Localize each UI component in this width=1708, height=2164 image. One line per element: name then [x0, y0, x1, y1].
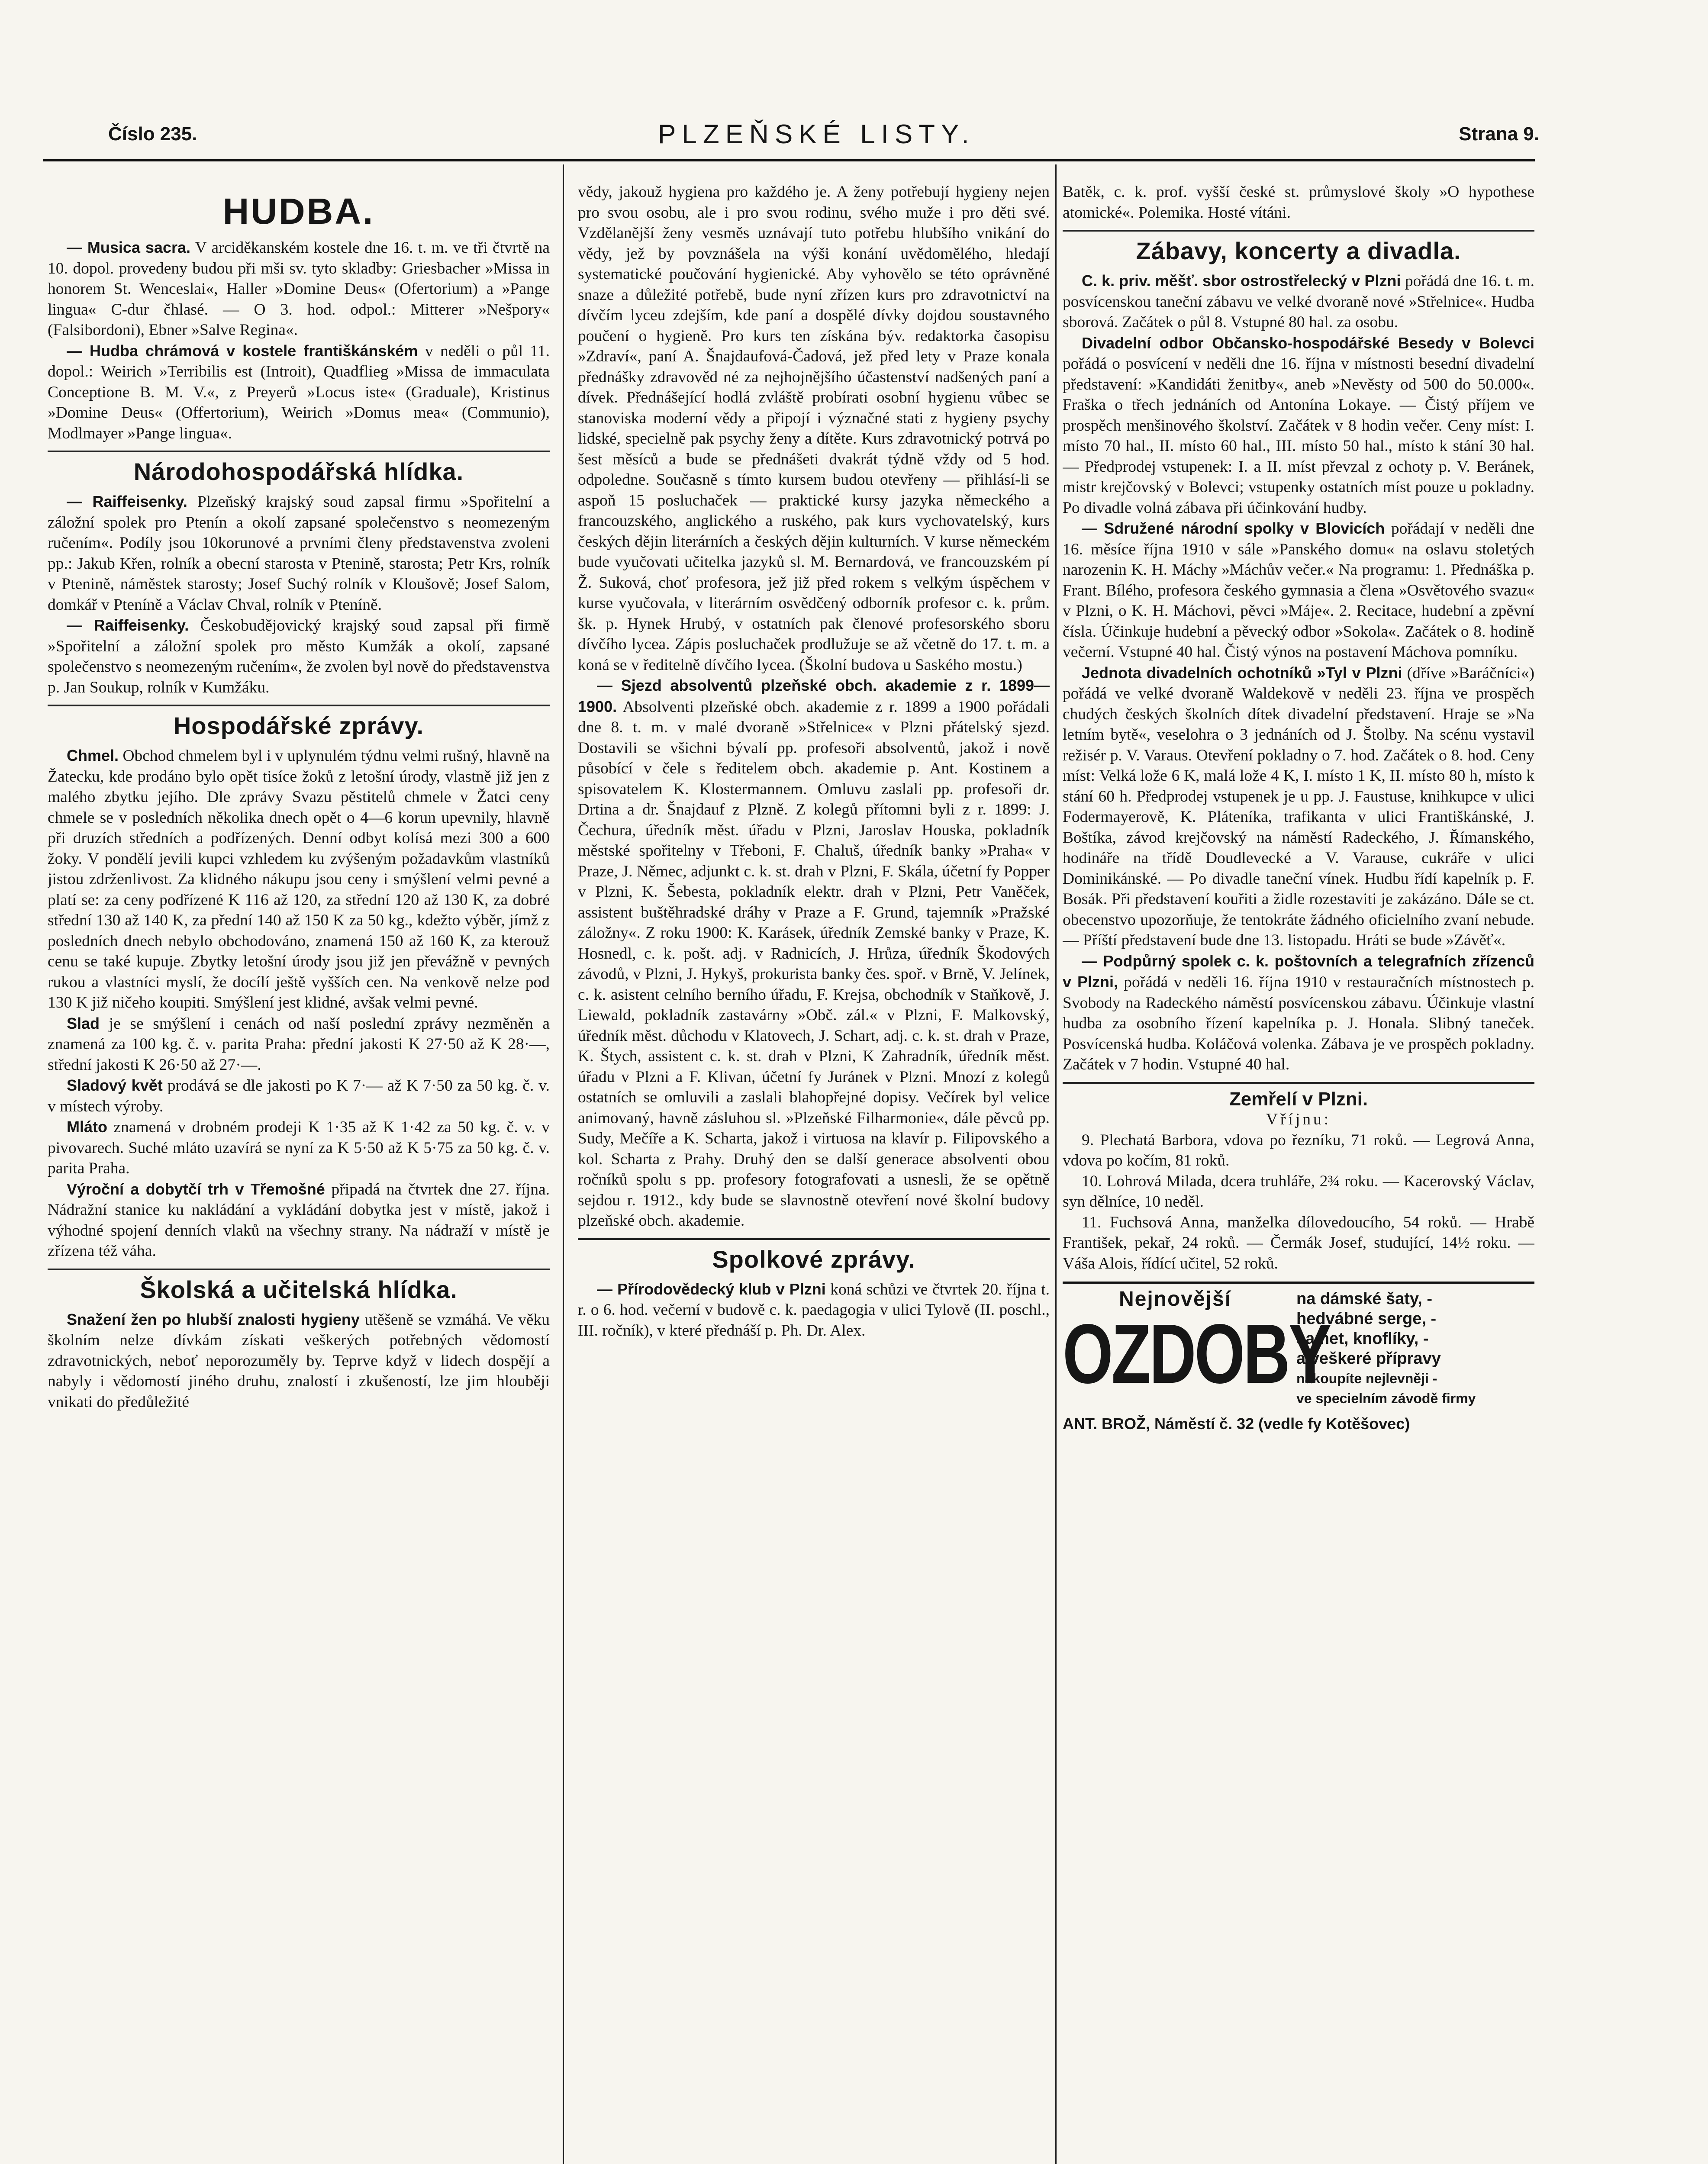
article-sjezd-absolventu: — Sjezd absolventů plzeňské obch. akademie z r. 1899—1900. Absolventi plzeňské obch. akademie z r. 1899 a 1900 pořádali dne 8. t. m. v malé dvoraně »Střelnice« v Plzni přátelský sjezd. Dostavili se všichni bývalí pp. profesoři absolventů, jakož i nově působící v čele s ředitelem obch. akademie p. Ant. Kostinem a spisovatelem K. Klostermannem. Omluvu zaslali pp. profesoři dr. Drtina a dr. Šnajdauf z Plzně. Z kolegů přítomni byli z r. 1899: J. Čechura, úředník měst. úřadu v Plzni, Jaroslav Houska, pokladník městské spořitelny v Třeboni, F. Chaluš, úředník banky »Praha« v Praze, J. Němec, adjunkt c. k. st. drah v Plzni, F. Skála, účetní fy Popper v Plzni, K. Šebesta, pokladník elektr. drah v Plzni, Petr Vaněček, assistent buštěhradské dráhy v Praze a F. Grund, tajemník »Pražské záložny«. Z roku 1900: K. Karásek, úředník Zemské banky v Praze, K. Hosnedl, c. k. pošt. adj. v Radnicích, J. Hrůza, úředník Škodových závodů, v Plzni, J. Hykyš, prokurista banky čes. spoř. v Brně, V. Jelínek, c. k. asistent celního berního úřadu, F. Krejsa, obchodník v Staňkově, J. Liewald, pokladník zastavárny »Obč. zál.« v Plzni, F. Malkovský, úředník měst. důchodu v Klatovech, J. Schart, adj. c. k. st. drah v Praze, K. Štych, assistent c. k. st. drah v Plzni, K Zahradník, úředník měst. úřadu v Plzni a F. Klivan, účetní fy Juránek v Plzni. Mnozí z kolegů ostatních se omluvili a zaslali blahopřejné dopisy. Večírek byl velice animovaný, havně zásluhou sl. »Plzeňské Filharmonie«, dále pěvců pp. Sudy, Mečíře a K. Scharta, jakož i virtuosa na klavír p. Filipovského a kol. Scharta z Prahy. Druhý den se další generace absolventi obou ročníků spolu s pp. profesory fotografovati a usnesli, že se opětně sejdou r. 1912., kdy bude se slavnostně otevření nové školní budovy plzeňské obch. akademie. [578, 676, 1050, 1230]
column-2 [578, 182, 1050, 2164]
article-hygiena-continued: vědy, jakouž hygiena pro každého je. A ženy potřebují hygieny nejen pro svou osobu, ale i pro svou rodinu, svého muže i pro děti své. Vzdělanější ženy vesměs uznávají tuto potřebu hlubšího vnikání do vědy, jež by povznášela na výši konání uvědomělého, hledají systematické poučování hygienické. Aby vyhovělo se této oprávněné snaze a důležité potřebě, bude nyní zřízen kurs pro zdravotnictví na dívčím lyceu zdejším, kde paní a dospělé dívky dojdou soustavného poučení o hygieně. Pro kurs ten získána býv. redaktorka časopisu »Zdraví«, paní A. Šnajdaufová-Čadová, jež před lety v Praze konala přednášky zdravověd né za nejhojnějšího účastenství nadšených paní a dívek. Přednášející hodlá zvláště probírati osobní hygienu vůbec se stanoviska moderní vědy a připojí i význačné stati z hygieny psychy lidské, specielně pak psychy ženy a dítěte. Kurs zdravotnický potrvá po šest měsíců a bude se přednášeti dvakrát týdně vždy od 5 hod. odpoledne. Současně s tímto kursem budou otevřeny — přihlásí-li se aspoň 15 posluchaček — praktické kursy jazyka německého a francouzského, anglického a ruského, pak kurs vychovatelský, kurs českých dějin literárních a českých dějin kulturních. V kurse německém bude vyučovati učitelka jazyků sl. M. Bernardová, ve francouzském pí Ž. Suková, choť profesora, jež již před rokem s velkým úspěchem v kurse vyučovala, v literárním osvědčený odborník profesor c. k. prům. šk. p. Hynek Hrubý, v ostatních pak členové profesorského sboru dívčího lycea. Zápis posluchaček prodlužuje se až včetně do 17. t. m. a koná se v ředitelně dívčího lycea. (Školní budova u Saského mostu.) [578, 183, 1050, 674]
divider [1063, 230, 1534, 232]
ad-line: na dámské šaty, - [1296, 1290, 1433, 1308]
ad-nejnovejsi: Nejnovější [1118, 1288, 1232, 1311]
divider [48, 1269, 550, 1270]
article-sdruzene-spolky: — Sdružené národní spolky v Blovicích pořádají v neděli dne 16. měsíce října 1910 v sále »Panského domu« na oslavu stoletých narozenin K. H. Máchy »Máchův večer.« Na programu: 1. Přednáška p. Frant. Bílého, profesora českého gymnasia a člena »Osvětového svazu« v Plzni, o K. H. Máchovi, pěvci »Máje«. 2. Recitace, hudební a zpěvní čísla. Účinkuje hudební a pěvecký odbor »Sokola«. Začátek o 8. hodině večerní. Vstupné 40 hal. Čistý výnos na postavení Máchova pomníku. [1063, 519, 1534, 661]
section-title-hospodarske: Hospodářské zprávy. [173, 712, 424, 739]
article-jednota-tyl: Jednota divadelních ochotníků »Tyl v Plzni (dříve »Baráčníci«) pořádá ve velké dvoraně Waldekově v neděli 23. října ve prospěch chudých českých školních dítek divadelní představení. Hraje se »Na letním bytě«, veselohra o 3 jednáních od J. Štolby. Na scénu vystavil režisér p. V. Varaus. Otevření pokladny o 7. hod. Začátek o 8. hod. Ceny míst: Velká lože 6 K, malá lože 4 K, I. místo 1 K, II. místo 80 h, místo k stání 60 h. Předprodej vstupenek je u pp. J. Faustuse, knihkupce v ulici Fodermayerově, K. Pláteníka, trafikanta v ulici Františkánské, J. Boštíka, závod krejčovský na náměstí Radeckého, J. Římanského, hodináře na třídě Doudlevecké a V. Varause, cukráře v ulici Dominikánské. — Po divadle taneční vínek. Hudbu řídí kapelník p. F. Bosák. Při představení kouřiti a židle rozestaviti je zakázáno. Dále se ct. obecenstvo upozorňuje, že tentokráte žádného oficielního zvaní nebude. — Příští představení bude dne 13. listopadu. Hráti se bude »Závěť«. [1063, 663, 1534, 949]
section-title-hudba: HUDBA. [222, 191, 375, 232]
divider [48, 705, 550, 706]
section-title-spolkove: Spolkové zprávy. [712, 1245, 915, 1273]
divider [578, 1238, 1050, 1240]
ad-ozdoby: OZDOBY [1063, 1306, 1330, 1401]
header-rule [43, 159, 1535, 161]
article-prirodovedecky-continued: Batěk, c. k. prof. vyšší české st. průmyslové školy »O hypothese atomické«. Polemika. Hosté vítáni. [1063, 183, 1534, 222]
column-divider-2 [1055, 164, 1057, 2164]
zemreli-month: Vříjnu: [1266, 1111, 1331, 1128]
ad-brand [1063, 1288, 1330, 1401]
section-title-zabavy: Zábavy, koncerty a divadla. [1136, 237, 1461, 264]
article-sladovy-kvet: Sladový květ prodává se dle jakosti po K 7·— až K 7·50 za 50 kg. č. v. v místech výroby. [48, 1076, 550, 1115]
article-snazeni-zen: Snažení žen po hlubší znalosti hygieny utěšeně se vzmáhá. Ve věku školním nelze dívkám získati veškerých potřebných vědomostí zdravotnických, neboť neporozuměly by. Teprve když v lidech dospějí a nabyly i vědomostí jiného druhu, znalostí i zkušeností, lze jim hlouběji vnikati do předůležité [48, 1310, 550, 1411]
article-prirodovedecky-klub: — Přírodovědecký klub v Plzni koná schůzi ve čtvrtek 20. října t. r. o 6. hod. večerní v budově c. k. paedagogia v ulici Tylově (II. poschl., III. ročník), v které přednáší p. Ph. Dr. Alex. [578, 1280, 1050, 1340]
ad-line: samet, knoflíky, - [1296, 1330, 1429, 1348]
article-divadelni-odbor: Divadelní odbor Občansko-hospodářské Besedy v Bolevci pořádá o posvícení v neděli dne 16. října v místnosti besední divadelní představení: »Kandidáti ženitby«, aneb »Nevěsty od 500 do 50.000«. Fraška o třech jednáních od Antonína Lokaye. — Čistý příjem ve prospěch menšinového školství. Začátek v 8 hodin večer. Ceny míst: I. místo 70 hal., II. místo 60 hal., III. místo 50 hal., místo k stání 30 hal. — Předprodej vstupenek: I. a II. míst převzal z ochoty p. V. Beránek, mistr krejčovský v Bolevci; vstupenky ostatních míst pouze u pokladny. Po divadle volná zábava při účinkování hudby. [1063, 334, 1534, 517]
page-header [43, 119, 1539, 149]
page-number: Strana 9. [1459, 123, 1539, 145]
article-ostrostrelci: C. k. priv. měšť. sbor ostrostřelecký v Plzni pořádá dne 16. t. m. posvícenskou taneční zábavu ve velké dvoraně nové »Střelnice«. Hudba sborová. Začátek o půl 8. Vstupné 80 hal. za osobu. [1063, 272, 1534, 331]
section-title-zemreli: Zemřelí v Plzni. [1229, 1088, 1368, 1110]
ad-footer: ANT. BROŽ, Náměstí č. 32 (vedle fy Kotěšovec) [1063, 1415, 1410, 1433]
section-title-narodohospodarska: Národohospodářská hlídka. [133, 458, 464, 485]
article-slad: Slad je se smýšlení i cenách od naší poslední zprávy nezměněn a znamená za 100 kg. č. v. parita Praha: přední jakosti K 27·50 až K 28·—, střední jakosti K 26·50 až 27·—. [48, 1014, 550, 1074]
column-1 [48, 182, 550, 2164]
death-notice-11: 11. Fuchsová Anna, manželka dílovedoucího, 54 roků. — Hrabě František, pekař, 24 roků. — Čermák Josef, studující, 14½ roku. — Váša Alois, řídící učitel, 52 roků. [1063, 1213, 1534, 1272]
ad-line: hedvábné serge, - [1296, 1310, 1437, 1328]
article-raiffeisenky-1: — Raiffeisenky. Plzeňský krajský soud zapsal firmu »Spořitelní a záložní spolek pro Ptenín a okolí zapsané společenstvo s neomezeným ručením«. Podíly jsou 10korunové a prvními členy představenstva zvoleni pp.: Jakub Křen, rolník a obecní starosta v Ptenině, starosta; Petr Krs, rolník v Ptenině, náměstek starosty; Josef Suchý rolník v Kloušově; Josef Salom, domkář v Pteníně a Václav Chval, rolník v Pteníně. [48, 493, 550, 614]
article-vyrocni-trh: Výroční a dobytčí trh v Třemošné připadá na čtvrtek dne 27. října. Nádražní stanice ku nakládání a vykládání dobytka jest v místě, jakož i výhodné spojení denních vlaků na všechny strany. Na nádraží v místě je zřízena též váha. [48, 1180, 550, 1260]
ad-line: nakoupíte nejlevněji - [1296, 1371, 1437, 1386]
section-title-skolska: Školská a učitelská hlídka. [140, 1275, 458, 1303]
column-3 [1063, 182, 1534, 2164]
death-notice-9: 9. Plechatá Barbora, vdova po řezníku, 71 roků. — Legrová Anna, vdova po kočím, 81 roků. [1063, 1131, 1534, 1169]
article-hudba-chramova: — Hudba chrámová v kostele františkánském v neděli o půl 11. dopol.: Weirich »Terribilis est (Introit), Quadflieg »Missa de immaculata Conceptione B. M. V.«, z Preyerů »Locus iste« (Graduale), Kristinus »Domine Deus« (Offertorium), Weirich »Domus mea« (Communio), Modlmayer »Pange lingua«. [48, 341, 550, 442]
divider [48, 451, 550, 452]
advertisement-ozdoby [1063, 1282, 1534, 1444]
article-raiffeisenky-2: — Raiffeisenky. Českobudějovický krajský soud zapsal při firmě »Spořitelní a záložní spolek pro město Kumžák a okolí, zapsané společenstvo s neomezeným ručením«, že zvolen byl nově do představenstva p. Jan Soukup, rolník v Kumžáku. [48, 616, 550, 696]
article-chmel: Chmel. Obchod chmelem byl i v uplynulém týdnu velmi rušný, hlavně na Žatecku, kde prodáno bylo opět tisíce žoků z letošní úrody, vlastně již jen z malého zbytku jejího. Dle zprávy Svazu pěstitelů chmele v Žatci ceny chmele se v posledních několika dnech opět o 4—6 korun upevnily, hlavně při druzích středních a podřízených. Denní odbyt kolísá mezi 300 a 600 žoky. V pondělí jevili kupci vzhledem ku zvýšeným požadavkům vlastníků jistou zdrženlivost. Za klidného nákupu jsou ceny i smýšlení velmi pevné a platí se: za ceny podřízené K 116 až 120, za střední 120 až 130 K, za dobré střední 130 až 140 K, za přední 140 až 150 K za 50 kg., kdežto výběr, jímž z posledních dnech nebylo obchodováno, znamená 150 až 160 K, za kterouž cenu se také kupuje. Zbytky letošní úrody jsou již jen převážně v pevných rukou a vlastníci myslí, že docílí ještě vyšších cen. Na venkově nelze pod 130 K již ničeho koupiti. Smýšlení jest klidné, avšak velmi pevné. [48, 747, 550, 1011]
issue-number: Číslo 235. [108, 123, 197, 145]
article-podpurny-spolek: — Podpůrný spolek c. k. poštovních a telegrafních zřízenců v Plzni, pořádá v neděli 16. října 1910 v restauračních místnostech p. Svobody na Radeckého náměstí posvícenskou zábavu. Účinkuje vlastní hudba za osobního řízení kapelníka p. J. Honala. Slibný taneček. Posvícenská hudba. Koláčová volenka. Zábava je ve prospěch pokladny. Začátek v 7 hodin. Vstupné 40 hal. [1063, 952, 1534, 1073]
divider [1063, 1082, 1534, 1084]
article-musica-sacra: — Musica sacra. V arciděkanském kostele dne 16. t. m. ve tři čtvrtě na 10. dopol. provedeny budou při mši sv. tyto skladby: Griesbacher »Missa in honorem St. Wenceslai«, Haller »Domine Deus« (Ofertorium) a »Pange lingua« C-dur čhlasé. — O 3. hod. odpol.: Mitterer »Nešpory« (Falsibordoni), Ebner »Salve Regina«. [48, 238, 550, 339]
ad-line: a veškeré přípravy [1296, 1349, 1441, 1368]
column-divider-1 [563, 164, 564, 2164]
ad-details [1296, 1289, 1534, 1408]
article-mlato: Mláto znamená v drobném prodeji K 1·35 až K 1·42 za 50 kg. č. v. v pivovarech. Suché mláto uzavírá se nyní za K 5·50 až K 5·75 za 50 kg. č. v. parita Praha. [48, 1118, 550, 1177]
death-notice-10: 10. Lohrová Milada, dcera truhláře, 2¾ roku. — Kacerovský Václav, syn dělníce, 10 neděl. [1063, 1172, 1534, 1211]
ad-line: ve specielním závodě firmy [1296, 1391, 1476, 1406]
masthead-title: PLZEŇSKÉ LISTY. [658, 119, 975, 149]
